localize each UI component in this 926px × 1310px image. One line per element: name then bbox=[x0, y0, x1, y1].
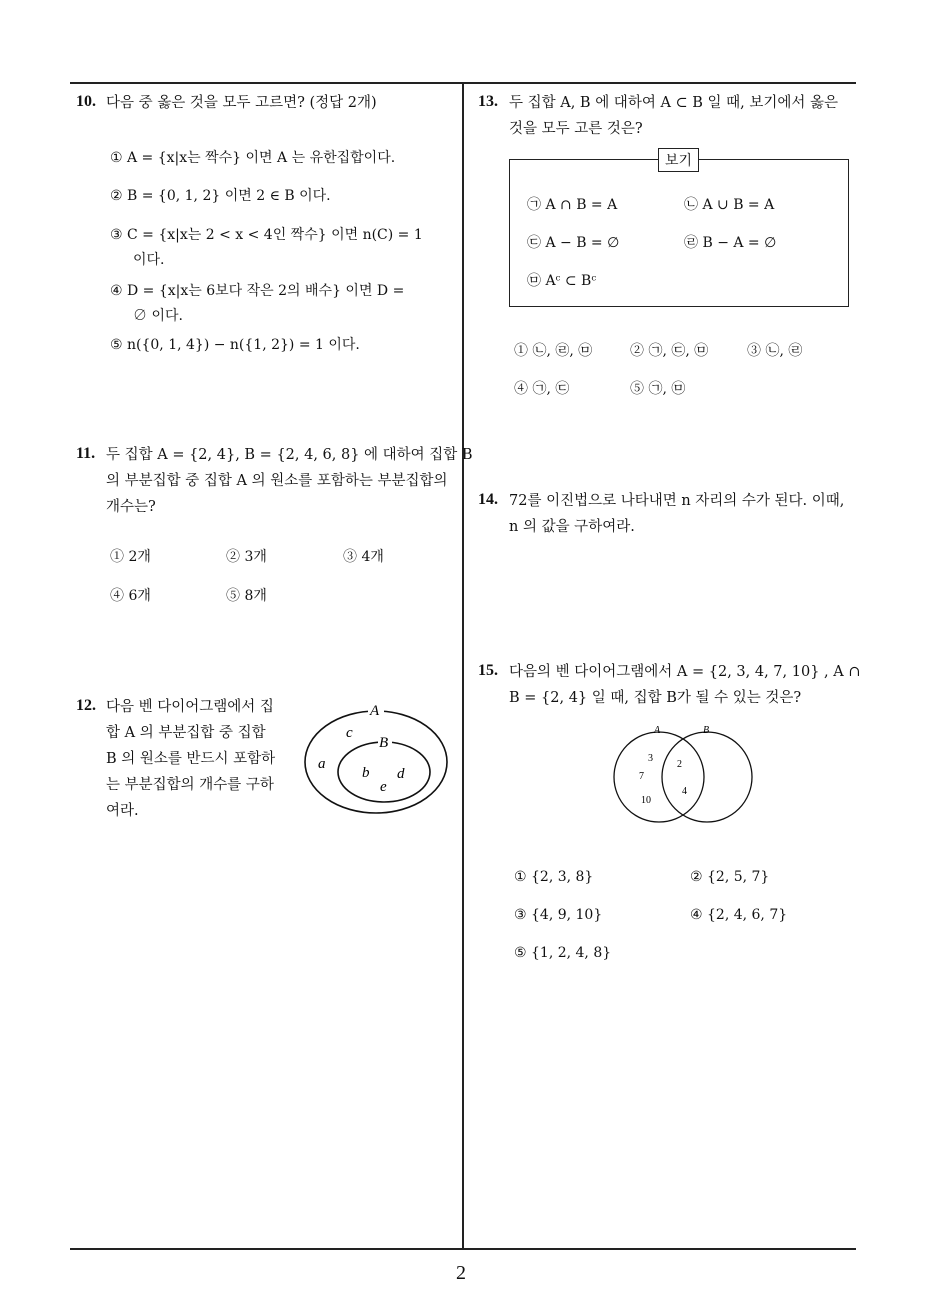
element-label: 10 bbox=[641, 795, 651, 806]
example-item: ㉡ A ∪ B = A bbox=[684, 197, 775, 213]
question-stem-line: n 의 값을 구하여라. bbox=[509, 519, 635, 535]
choice-3: ③ ㉡, ㉣ bbox=[747, 343, 803, 359]
question-stem-line: 두 집합 A, B 에 대하여 A ⊂ B 일 때, 보기에서 옳은 bbox=[509, 95, 839, 111]
question-stem-line: 는 부분집합의 개수를 구하 bbox=[106, 777, 274, 793]
question-stem-line: B = {2, 4} 일 때, 집합 B가 될 수 있는 것은? bbox=[509, 690, 802, 706]
choice-4-cont: ∅ 이다. bbox=[133, 308, 183, 324]
page-number: 2 bbox=[456, 1262, 466, 1284]
choice-4: ④ ㉠, ㉢ bbox=[514, 381, 570, 397]
bottom-rule bbox=[70, 1248, 856, 1250]
question-stem-line: 합 A 의 부분집합 중 집합 bbox=[106, 725, 266, 741]
question-stem-line: 개수는? bbox=[106, 499, 156, 515]
element-label: c bbox=[346, 725, 353, 741]
set-a-circle bbox=[614, 732, 704, 822]
choice-1: ① {2, 3, 8} bbox=[514, 869, 594, 885]
element-label: 7 bbox=[639, 771, 644, 782]
example-item: ㉠ A ∩ B = A bbox=[527, 197, 618, 213]
example-box-title: 보기 bbox=[658, 148, 699, 172]
choice-1: ① A = {x|x는 짝수} 이면 A 는 유한집합이다. bbox=[110, 150, 396, 166]
choice-2: ② {2, 5, 7} bbox=[690, 869, 770, 885]
choice-5: ⑤ 8개 bbox=[226, 588, 267, 604]
choice-2: ② ㉠, ㉢, ㉤ bbox=[630, 343, 709, 359]
set-a-ellipse bbox=[305, 711, 447, 813]
set-b-label: B bbox=[379, 735, 389, 751]
question-stem: 다음 중 옳은 것을 모두 고르면? (정답 2개) bbox=[106, 95, 377, 111]
choice-5: ⑤ n({0, 1, 4}) − n({1, 2}) = 1 이다. bbox=[110, 337, 360, 353]
question-stem-line: 여라. bbox=[106, 803, 139, 819]
question-number: 15. bbox=[478, 662, 498, 679]
column-divider bbox=[462, 82, 464, 1249]
set-a-label: A bbox=[370, 703, 380, 719]
example-item: ㉢ A − B = ∅ bbox=[527, 235, 620, 251]
question-number: 12. bbox=[76, 697, 96, 714]
choice-3: ③ {4, 9, 10} bbox=[514, 907, 603, 923]
element-label: a bbox=[318, 756, 326, 772]
element-label: d bbox=[397, 766, 405, 782]
choice-3-cont: 이다. bbox=[133, 252, 165, 268]
element-label: 3 bbox=[648, 753, 653, 764]
question-number: 13. bbox=[478, 93, 498, 110]
question-stem-line: 것을 모두 고른 것은? bbox=[509, 121, 643, 137]
choice-5: ⑤ {1, 2, 4, 8} bbox=[514, 945, 612, 961]
question-stem-line: 다음의 벤 다이어그램에서 A = {2, 3, 4, 7, 10} , A ∩ bbox=[509, 664, 861, 680]
example-item: ㉣ B − A = ∅ bbox=[684, 235, 777, 251]
question-stem-line: 72를 이진법으로 나타내면 n 자리의 수가 된다. 이때, bbox=[509, 493, 845, 509]
element-label: e bbox=[380, 779, 387, 795]
choice-2: ② 3개 bbox=[226, 549, 267, 565]
choice-4: ④ {2, 4, 6, 7} bbox=[690, 907, 788, 923]
element-label: b bbox=[362, 765, 370, 781]
choice-1: ① ㉡, ㉣, ㉤ bbox=[514, 343, 593, 359]
choice-3: ③ 4개 bbox=[343, 549, 384, 565]
set-b-circle bbox=[662, 732, 752, 822]
question-stem-line: 다음 벤 다이어그램에서 집 bbox=[106, 699, 274, 715]
question-number: 14. bbox=[478, 491, 498, 508]
choice-3: ③ C = {x|x는 2 < x < 4인 짝수} 이면 n(C) = 1 bbox=[110, 227, 423, 243]
choice-4: ④ 6개 bbox=[110, 588, 151, 604]
element-label: 4 bbox=[682, 786, 687, 797]
question-stem-line: 두 집합 A = {2, 4}, B = {2, 4, 6, 8} 에 대하여 집합 B bbox=[106, 447, 473, 463]
choice-4: ④ D = {x|x는 6보다 작은 2의 배수} 이면 D = bbox=[110, 283, 405, 299]
question-number: 10. bbox=[76, 93, 96, 110]
choice-5: ⑤ ㉠, ㉤ bbox=[630, 381, 686, 397]
choice-1: ① 2개 bbox=[110, 549, 151, 565]
example-item: ㉤ Aᶜ ⊂ Bᶜ bbox=[527, 273, 597, 289]
set-a-label: A bbox=[654, 725, 661, 736]
venn-diagram-overlap bbox=[610, 722, 756, 824]
question-number: 11. bbox=[76, 445, 96, 462]
choice-2: ② B = {0, 1, 2} 이면 2 ∈ B 이다. bbox=[110, 188, 331, 204]
set-b-label: B bbox=[703, 725, 710, 736]
venn-diagram-nested bbox=[300, 700, 452, 816]
element-label: 2 bbox=[677, 759, 682, 770]
question-stem-line: B 의 원소를 반드시 포함하 bbox=[106, 751, 276, 767]
question-stem-line: 의 부분집합 중 집합 A 의 원소를 포함하는 부분집합의 bbox=[106, 473, 448, 489]
